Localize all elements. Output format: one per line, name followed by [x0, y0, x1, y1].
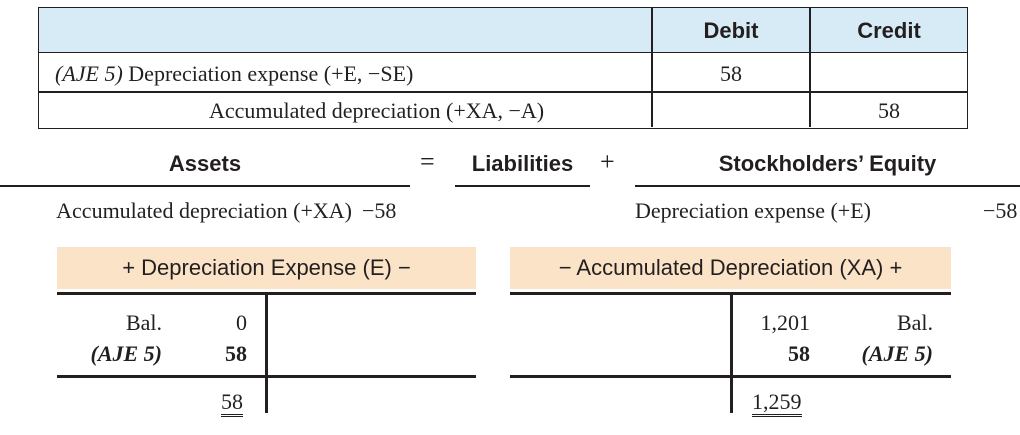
journal-entry-table [38, 7, 968, 129]
plus-sign: + [600, 147, 615, 176]
assets-item: Accumulated depreciation (+XA) [56, 198, 352, 223]
journal-row-1-account: (AJE 5) Depreciation expense (+E, −SE) [55, 61, 414, 86]
credit-header: Credit [857, 18, 921, 43]
row-divider [39, 91, 967, 93]
t-account-center-bar [265, 292, 268, 413]
accumulated-depreciation-t-account-title: − Accumulated Depreciation (XA) + [510, 247, 951, 289]
t-account-center-bar [730, 292, 733, 413]
entry-reference: (AJE 5) [55, 61, 123, 86]
debit-header: Debit [703, 18, 759, 43]
equity-header: Stockholders’ Equity [718, 151, 937, 176]
accumulated-row-1-label: Bal. [896, 310, 933, 335]
assets-value: −58 [362, 198, 397, 223]
t-account-total-line [510, 375, 951, 378]
expense-row-2-amount: 58 [225, 341, 247, 366]
accumulated-row-2-label: (AJE 5) [861, 341, 933, 366]
assets-underline [0, 185, 410, 187]
liabilities-underline [455, 185, 590, 187]
expense-row-2-label: (AJE 5) [90, 341, 162, 366]
depreciation-expense-t-account-title: + Depreciation Expense (E) − [57, 247, 476, 289]
expense-row-1-label: Bal. [125, 310, 162, 335]
liabilities-header: Liabilities [471, 151, 574, 176]
expense-row-1-amount: 0 [236, 310, 247, 335]
equity-item: Depreciation expense (+E) [635, 198, 871, 223]
accumulated-ending-balance: 1,259 [752, 389, 802, 415]
journal-row-2-credit: 58 [878, 98, 900, 123]
equity-value: −58 [983, 198, 1018, 223]
journal-row-2-account: Accumulated depreciation (+XA, −A) [209, 98, 545, 123]
equals-sign: = [420, 147, 435, 176]
accumulated-row-2-amount: 58 [788, 341, 810, 366]
journal-row-1-debit: 58 [720, 61, 742, 86]
t-account-total-line [57, 375, 476, 378]
expense-ending-balance: 58 [221, 389, 243, 415]
accumulated-row-1-amount: 1,201 [760, 310, 810, 335]
assets-header: Assets [168, 151, 242, 176]
equity-underline [635, 185, 1020, 187]
